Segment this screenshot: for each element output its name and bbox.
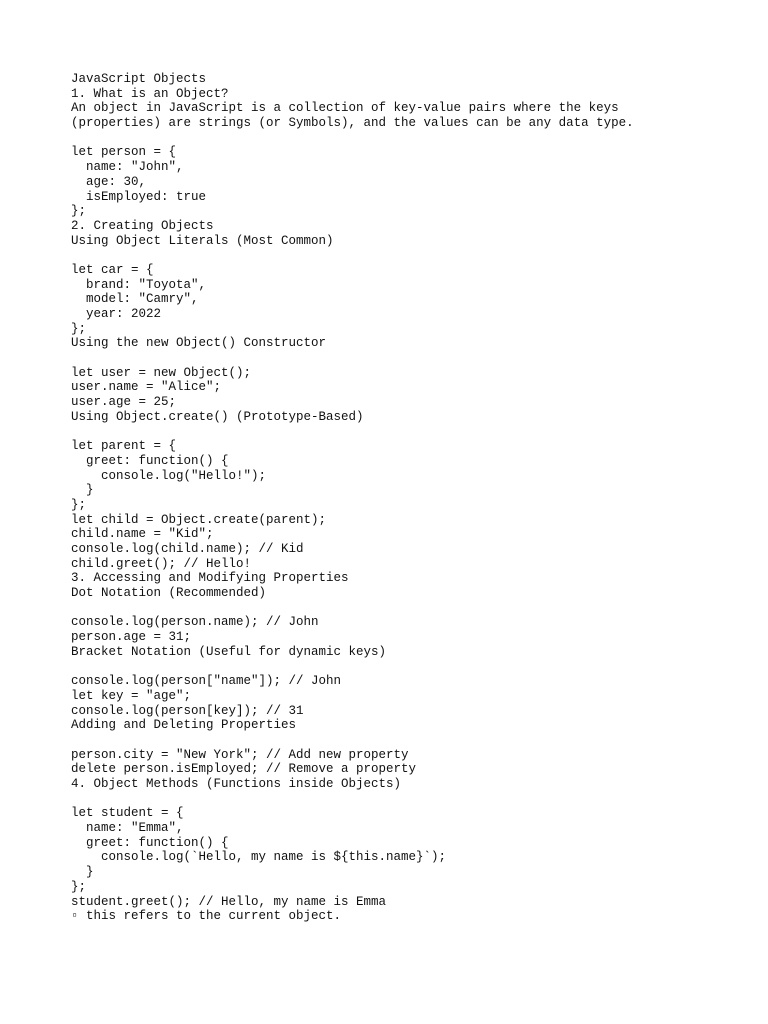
text-line: let car = { xyxy=(71,262,154,277)
text-line: isEmployed: true xyxy=(71,189,207,204)
text-line: Dot Notation (Recommended) xyxy=(71,586,267,601)
text-line: 1. What is an Object? xyxy=(71,86,229,101)
text-line: person.age = 31; xyxy=(71,630,192,645)
text-line: }; xyxy=(71,879,87,894)
text-line: 2. Creating Objects xyxy=(71,218,214,233)
text-line: model: "Camry", xyxy=(71,292,199,307)
text-line: JavaScript Objects xyxy=(71,72,207,86)
text-line: }; xyxy=(71,497,87,512)
text-line: let key = "age"; xyxy=(71,688,192,703)
text-line: student.greet(); // Hello, my name is Emma xyxy=(71,894,387,909)
blank-line xyxy=(71,351,751,366)
text-line: 4. Object Methods (Functions inside Objects) xyxy=(71,777,402,791)
blank-line xyxy=(71,601,751,616)
text-line: year: 2022 xyxy=(71,307,162,321)
text-line: Using Object Literals (Most Common) xyxy=(71,233,334,248)
text-line: child.name = "Kid"; xyxy=(71,527,214,542)
text-line: ▫ this refers to the current object. xyxy=(71,909,342,924)
text-line: user.age = 25; xyxy=(71,395,177,410)
blank-line xyxy=(71,425,751,440)
text-line: name: "John", xyxy=(71,160,184,175)
text-line: Adding and Deleting Properties xyxy=(71,718,297,733)
text-line: name: "Emma", xyxy=(71,821,184,836)
text-line: brand: "Toyota", xyxy=(71,277,207,292)
text-line: let student = { xyxy=(71,806,184,821)
text-line: Using Object.create() (Prototype-Based) xyxy=(71,409,364,424)
text-line: delete person.isEmployed; // Remove a property xyxy=(71,762,417,777)
text-line: console.log("Hello!"); xyxy=(71,468,267,483)
text-line: console.log(`Hello, my name is ${this.name}`); xyxy=(71,850,447,865)
text-line: console.log(person[key]); // 31 xyxy=(71,703,304,718)
text-line: console.log(child.name); // Kid xyxy=(71,542,304,556)
blank-line xyxy=(71,660,751,675)
text-line: greet: function() { xyxy=(71,835,229,850)
text-line: An object in JavaScript is a collection of key-value pairs where the keys xyxy=(71,101,619,116)
text-line: 3. Accessing and Modifying Properties xyxy=(71,571,349,586)
text-line: }; xyxy=(71,321,87,336)
text-line: child.greet(); // Hello! xyxy=(71,556,252,571)
text-line: console.log(person.name); // John xyxy=(71,615,319,630)
text-line: } xyxy=(71,865,94,880)
blank-line xyxy=(71,792,751,807)
text-line: console.log(person["name"]); // John xyxy=(71,674,342,689)
text-line: let parent = { xyxy=(71,439,177,454)
text-line: let person = { xyxy=(71,145,177,160)
text-line: (properties) are strings (or Symbols), and the values can be any data type. xyxy=(71,116,634,131)
text-line: Bracket Notation (Useful for dynamic keys) xyxy=(71,644,387,659)
text-line: let child = Object.create(parent); xyxy=(71,512,327,527)
text-line: }; xyxy=(71,204,87,219)
blank-line xyxy=(71,248,751,263)
text-line: Using the new Object() Constructor xyxy=(71,336,327,351)
text-line: greet: function() { xyxy=(71,453,229,468)
text-line: user.name = "Alice"; xyxy=(71,380,222,395)
text-line: person.city = "New York"; // Add new property xyxy=(71,747,409,762)
text-line: } xyxy=(71,483,94,498)
blank-line xyxy=(71,733,751,748)
text-line: let user = new Object(); xyxy=(71,365,252,380)
document-page xyxy=(71,72,751,924)
text-line: age: 30, xyxy=(71,174,147,189)
blank-line xyxy=(71,131,751,146)
